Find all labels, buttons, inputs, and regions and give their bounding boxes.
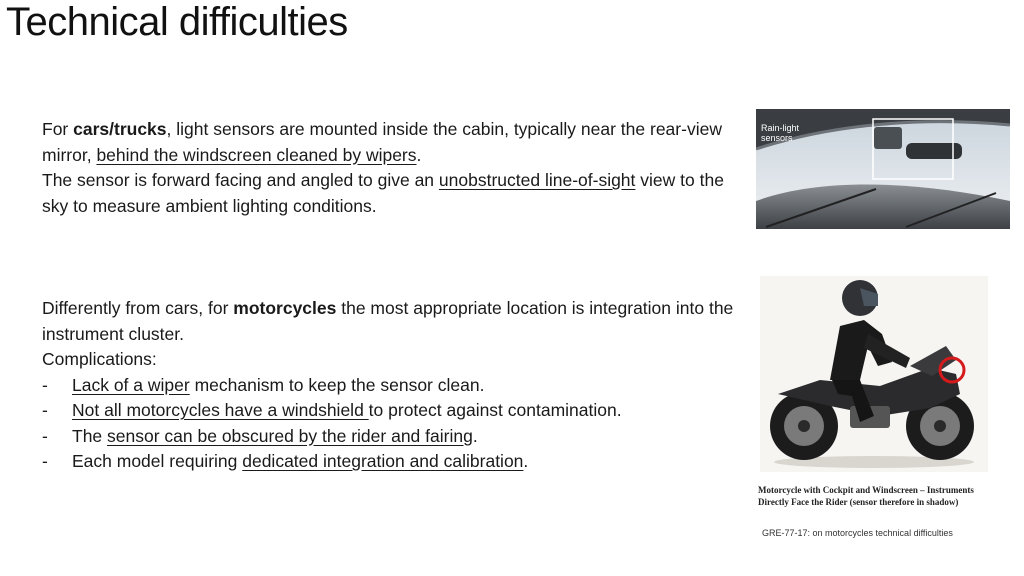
motorcycles-intro [42, 296, 742, 347]
bullet-dash: - [42, 400, 48, 420]
footer-reference: GRE-77-17: on motorcycles technical difficulties [762, 528, 953, 538]
underlined-text: Not all motorcycles have a windshield [72, 400, 369, 420]
bullet-item [42, 449, 742, 475]
car-windscreen-image [756, 109, 1010, 229]
text-span: The sensor is forward facing and angled to give an [42, 170, 439, 190]
text-span: . [523, 451, 529, 471]
text-span: Differently from cars, for [42, 298, 234, 318]
text-span: the most appropriate location is integration into the instrument cluster. [42, 298, 734, 344]
text-span: mechanism to keep the sensor clean. [189, 374, 485, 395]
text-span: Each model requiring [72, 451, 243, 471]
text-span: to protect against contamination. [368, 400, 622, 420]
bold-cars-trucks: cars/trucks [73, 119, 167, 139]
underlined-text: Lack of a wiper [72, 374, 190, 395]
text-span: view to the sky to measure ambient lighting conditions. [42, 170, 724, 216]
motorcycle-image [760, 276, 988, 472]
underlined-text: dedicated integration and calibration [242, 451, 524, 471]
motorcycles-paragraph [42, 296, 742, 475]
rain-light-sensors-label: Rain-light sensors [761, 123, 800, 143]
page-title: Technical difficulties [6, 0, 348, 44]
bullet-item [42, 398, 742, 424]
bullet-item [42, 373, 742, 399]
underlined-text: sensor can be obscured by the rider and fairing [107, 425, 473, 446]
bullet-item [42, 424, 742, 450]
complications-label: Complications: [42, 349, 157, 369]
motorcycle-caption: Motorcycle with Cockpit and Windscreen – Instruments Directly Face the Rider (sensor therefore in shadow) [758, 485, 974, 507]
bullet-dash: - [42, 451, 48, 471]
text-span: The [72, 425, 108, 446]
text-span: . [416, 144, 422, 165]
cars-paragraph [42, 117, 732, 219]
bullet-dash: - [42, 374, 48, 395]
underlined-windscreen-wipers: behind the windscreen cleaned by wipers [96, 144, 417, 165]
motorcycle-rider-illustration [760, 276, 988, 472]
bullet-dash: - [42, 425, 48, 446]
underlined-line-of-sight: unobstructed line-of-sight [438, 170, 636, 190]
bold-motorcycles: motorcycles [233, 298, 337, 318]
text-span: . [472, 425, 478, 446]
text-span: For [42, 119, 74, 139]
text-span: , light sensors are mounted inside the cabin, typically near the rear-view mirror, [42, 119, 722, 165]
